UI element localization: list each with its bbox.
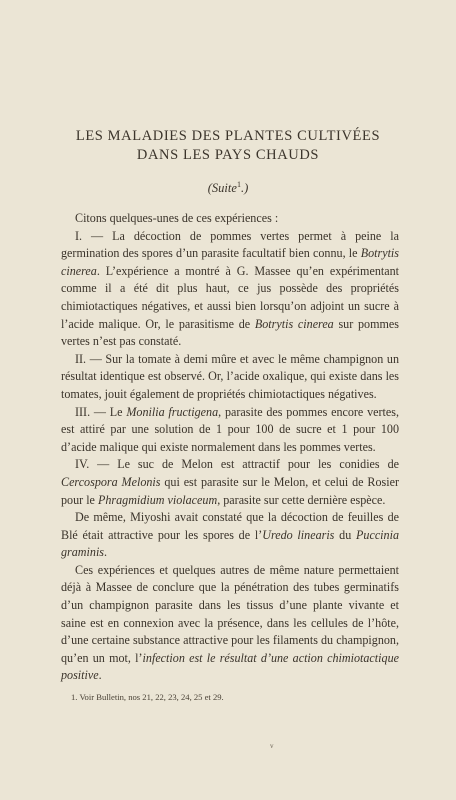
species-name: Botrytis cinerea <box>61 246 399 278</box>
footnote-ref: 1 <box>236 180 241 189</box>
species-name: Botrytis cinerea <box>254 316 334 331</box>
paragraph-experiment-1 <box>61 228 399 351</box>
text-run: , parasite sur cette dernière espèce. <box>217 492 386 507</box>
species-name: Phragmidium violaceum <box>97 492 218 507</box>
text-run: III. — Le <box>75 404 127 419</box>
text-run: . <box>104 545 108 560</box>
text-run: . L’expérience a montré à G. Massee qu’en expérimentant comme il a été dit plus haut, ce jus possède des propriétés chimiotactiques négatives, et aussi bien lorsqu’on adjoint un sucre à l’acide malique. Or, le parasitisme de <box>61 263 399 331</box>
species-name: Uredo linearis <box>262 527 335 542</box>
text-run: du <box>334 527 357 542</box>
text-run: . <box>98 668 102 683</box>
text-run: qui est parasite sur le Melon, et celui de Rosier pour le <box>61 474 399 507</box>
text-run: Ces expériences et quelques autres de même nature permettaient déjà à Massee de conclure que la pénétration des tubes germinatifs d’un champignon parasite dans les tissus d’une plante vivante et saine est en connexion avec la présence, dans les cellules de l’hôte, d’une certaine substance attractive pour les filaments du champignon, qu’en un mot, l’ <box>61 562 399 665</box>
suite-note <box>0 180 456 196</box>
text-run: sur pommes vertes n’est pas constaté. <box>61 316 399 349</box>
suite-close: .) <box>240 181 249 196</box>
text-run: I. — La décoction de pommes vertes permet à peine la germination des spores d’un parasite facultatif bien connu, le <box>61 228 399 261</box>
footnote: 1. Voir Bulletin, nos 21, 22, 23, 24, 25 et 29. <box>71 692 224 702</box>
paragraph-miyoshi <box>61 509 399 562</box>
paragraph-experiment-3 <box>61 404 399 457</box>
text-run: De même, Miyoshi avait constaté que la décoction de feuilles de Blé était attractive pour les spores de l’ <box>61 510 399 542</box>
page-mark: v <box>270 742 274 750</box>
article-body <box>61 210 399 685</box>
suite-text: (Suite <box>207 181 237 196</box>
emphasis: infection est le résultat d’une action chimiotactique positive <box>61 650 399 683</box>
species-name: Puccinia graminis <box>61 527 399 560</box>
article-title-line-2: DANS LES PAYS CHAUDS <box>136 147 320 163</box>
species-name: Cercospora Melonis <box>61 474 161 489</box>
species-name: Monilia fructigena <box>126 404 219 419</box>
paragraph-conclusion <box>61 562 399 685</box>
paragraph-intro: Citons quelques-unes de ces expériences : <box>75 211 279 225</box>
paragraph-experiment-4 <box>61 456 399 509</box>
text-run: , parasite des pommes encore vertes, est attiré par une solution de 1 pour 100 de sucre et 1 pour 100 d’acide malique qui existe normalement dans les pommes vertes. <box>61 404 399 454</box>
paragraph-experiment-2: II. — Sur la tomate à demi mûre et avec le même champignon un résultat identique est observé. Or, l’acide oxalique, qui existe dans les tomates, jouit également de propriétés chimiotactiques négatives. <box>61 351 399 401</box>
text-run: IV. — Le suc de Melon est attractif pour les conidies de <box>75 457 399 472</box>
article-title-line-1: LES MALADIES DES PLANTES CULTIVÉES <box>75 128 381 144</box>
